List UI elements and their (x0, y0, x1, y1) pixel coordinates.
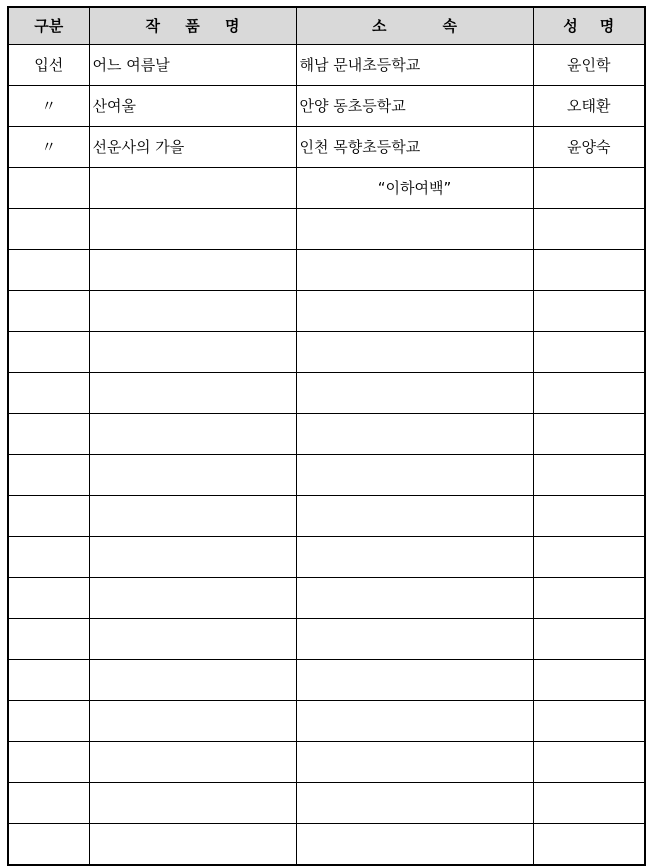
cell-empty (8, 209, 89, 250)
header-affiliation-char-2: 속 (442, 17, 457, 35)
header-affiliation-char-1: 소 (372, 17, 387, 35)
cell-empty (533, 660, 645, 701)
table-row-empty (8, 537, 645, 578)
cell-empty (8, 455, 89, 496)
empty-rows (8, 209, 645, 866)
cell-empty (89, 455, 296, 496)
cell-empty (8, 414, 89, 455)
cell-empty (8, 742, 89, 783)
cell-empty (296, 578, 533, 619)
cell-empty (8, 291, 89, 332)
table-row-empty (8, 373, 645, 414)
cell-title: 선운사의 가을 (89, 127, 296, 168)
cell-name: 윤양숙 (533, 127, 645, 168)
table-row-empty (8, 783, 645, 824)
table-row-empty (8, 742, 645, 783)
cell-affiliation: 인천 목향초등학교 (296, 127, 533, 168)
cell-title: 어느 여름날 (89, 45, 296, 86)
header-category: 구분 (8, 7, 89, 45)
table-row (8, 127, 645, 168)
table-row-empty (8, 701, 645, 742)
cell-empty (8, 332, 89, 373)
cell-empty (89, 209, 296, 250)
cell-empty (89, 496, 296, 537)
cell-name: 윤인학 (533, 45, 645, 86)
table-row-empty (8, 291, 645, 332)
cell-empty (533, 414, 645, 455)
cell-empty (89, 578, 296, 619)
table-row-empty (8, 578, 645, 619)
cell-empty (8, 250, 89, 291)
cell-empty (89, 168, 296, 209)
cell-empty (8, 619, 89, 660)
cell-empty (296, 291, 533, 332)
cell-empty (533, 619, 645, 660)
cell-empty (533, 291, 645, 332)
cell-empty (296, 619, 533, 660)
table-row (8, 168, 645, 209)
cell-title: 산여울 (89, 86, 296, 127)
cell-affiliation: 안양 동초등학교 (296, 86, 533, 127)
cell-empty (533, 701, 645, 742)
cell-empty (533, 783, 645, 824)
cell-empty (533, 250, 645, 291)
blank-note: “이하여백” (296, 168, 533, 209)
cell-empty (89, 291, 296, 332)
cell-empty (89, 332, 296, 373)
cell-empty (89, 742, 296, 783)
table-row-empty (8, 496, 645, 537)
cell-empty (296, 496, 533, 537)
cell-empty (89, 414, 296, 455)
cell-empty (296, 209, 533, 250)
cell-empty (296, 414, 533, 455)
cell-empty (296, 660, 533, 701)
cell-empty (533, 373, 645, 414)
cell-empty (533, 537, 645, 578)
table-row (8, 86, 645, 127)
cell-empty (296, 537, 533, 578)
table-row-empty (8, 250, 645, 291)
header-title: 작 품 명 (89, 7, 296, 45)
table-row (8, 45, 645, 86)
table-row-empty (8, 619, 645, 660)
cell-empty (89, 250, 296, 291)
cell-category: 〃 (8, 127, 89, 168)
table-row-empty (8, 455, 645, 496)
cell-empty (533, 332, 645, 373)
cell-empty (89, 701, 296, 742)
cell-affiliation: 해남 문내초등학교 (296, 45, 533, 86)
cell-empty (296, 373, 533, 414)
cell-empty (89, 783, 296, 824)
header-name-char-1: 성 (563, 17, 578, 35)
cell-empty (8, 373, 89, 414)
cell-empty (89, 373, 296, 414)
cell-empty (8, 496, 89, 537)
award-table (7, 6, 646, 866)
cell-empty (8, 537, 89, 578)
table-row-empty (8, 414, 645, 455)
cell-empty (533, 742, 645, 783)
cell-empty (8, 168, 89, 209)
header-row (8, 7, 645, 45)
cell-empty (296, 742, 533, 783)
cell-empty (296, 250, 533, 291)
table-row-empty (8, 209, 645, 250)
table-row-empty (8, 660, 645, 701)
cell-empty (296, 455, 533, 496)
cell-category: 〃 (8, 86, 89, 127)
table-row-empty (8, 332, 645, 373)
cell-empty (533, 455, 645, 496)
cell-name: 오태환 (533, 86, 645, 127)
cell-empty (296, 783, 533, 824)
header-affiliation (296, 7, 533, 45)
cell-empty (89, 660, 296, 701)
cell-empty (533, 168, 645, 209)
cell-empty (533, 209, 645, 250)
cell-empty (533, 578, 645, 619)
cell-empty (89, 619, 296, 660)
cell-empty (296, 332, 533, 373)
cell-empty (533, 496, 645, 537)
cell-empty (8, 578, 89, 619)
header-name (533, 7, 645, 45)
cell-empty (89, 537, 296, 578)
cell-empty (8, 701, 89, 742)
cell-category: 입선 (8, 45, 89, 86)
cell-empty (296, 701, 533, 742)
cell-empty (8, 783, 89, 824)
header-name-char-2: 명 (599, 17, 615, 35)
cell-empty (8, 660, 89, 701)
